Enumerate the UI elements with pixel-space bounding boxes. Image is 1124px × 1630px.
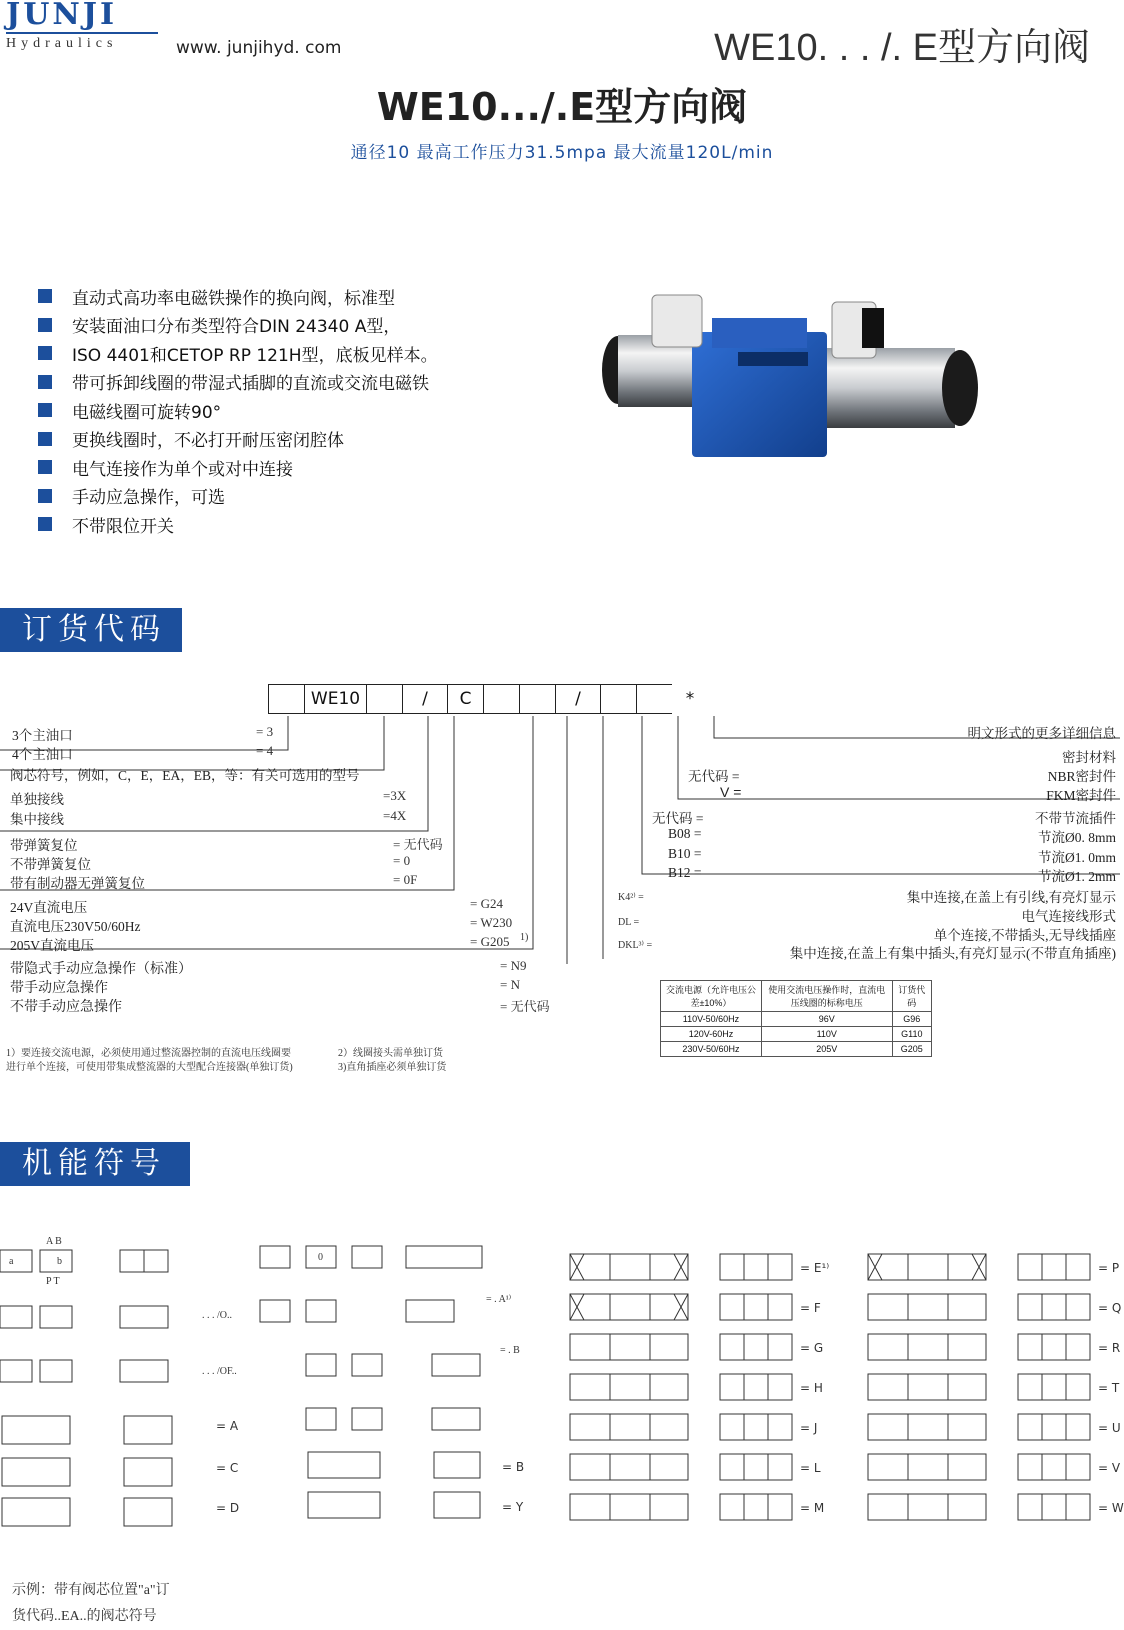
example-line: 示例：带有阀芯位置"a"订	[12, 1583, 170, 1598]
seal-nbr: NBR密封件	[1047, 769, 1116, 784]
bullet-square-icon	[38, 289, 52, 303]
table-cell: G96	[892, 1012, 931, 1027]
opt-spool-symbol: 阀芯符号，例如，C，E，EA，EB，等：有关可选用的型号	[10, 768, 360, 783]
list-item: 电磁线圈可旋转90°	[38, 396, 438, 425]
opt-spring-return-code: = 无代码	[393, 837, 443, 852]
seal-none-code: 无代码 =	[688, 769, 740, 784]
opt-spring-return: 带弹簧复位	[10, 838, 78, 853]
opt-205v-dc-code: = G205	[470, 934, 510, 949]
symbol-suffix-a: = . A¹⁾	[486, 1294, 512, 1305]
bullet-square-icon	[38, 517, 52, 531]
symbol-label-j: = J	[800, 1421, 818, 1435]
bullet-square-icon	[38, 318, 52, 332]
code-cell	[636, 684, 672, 714]
opt-single-wiring: 单独接线	[10, 792, 64, 807]
symbol-label-w: = W	[1098, 1501, 1124, 1515]
opt-no-manual-code: = 无代码	[500, 999, 550, 1014]
section-title-symbols: 机能符号	[0, 1142, 190, 1186]
dl-desc: 单个连接,不带插头,无导线插座	[933, 928, 1116, 943]
port-b-label: b	[57, 1256, 62, 1267]
list-item: 电气连接作为单个或对中连接	[38, 453, 438, 482]
order-code-boxes	[268, 684, 708, 716]
opt-manual-code: = N	[500, 977, 520, 992]
electrical-connection-title: 电气连接线形式	[1021, 909, 1116, 924]
opt-central-wiring: 集中接线	[10, 812, 64, 827]
footnote-1a: 1）要连接交流电源，必须使用通过整流器控制的直流电压线圈要	[6, 1048, 291, 1059]
website-link[interactable]: www. junjihyd. com	[176, 38, 342, 58]
throttle-b12-code: B12 =	[668, 865, 702, 880]
symbol-label-c: = C	[216, 1461, 239, 1475]
symbol-label-v: = V	[1098, 1461, 1121, 1475]
bullet-square-icon	[38, 460, 52, 474]
opt-3port-code: = 3	[256, 724, 274, 739]
header-title: WE10. . . /. E型方向阀	[714, 27, 1090, 69]
bullet-square-icon	[38, 375, 52, 389]
section-title-ordering: 订货代码	[0, 608, 182, 652]
opt-detent: 带有制动器无弹簧复位	[10, 876, 145, 891]
seal-material-title: 密封材料	[1062, 750, 1116, 765]
footnote-3: 3)直角插座必须单独订货	[338, 1062, 447, 1073]
dkl-desc: 集中连接,在盖上有集中插头,有亮灯显示(不带直角插座)	[789, 946, 1116, 961]
symbol-label-r: = R	[1098, 1341, 1121, 1355]
bullet-square-icon	[38, 432, 52, 446]
throttle-none-code: 无代码 =	[652, 811, 704, 826]
company-logo	[6, 0, 166, 52]
table-row	[661, 1042, 932, 1057]
symbol-label-g: = G	[800, 1341, 824, 1355]
list-item: 不带限位开关	[38, 510, 438, 539]
symbol-label-p: = P	[1098, 1261, 1120, 1275]
dl-code: DL =	[618, 917, 640, 928]
code-cell	[483, 684, 519, 714]
seal-fkm: FKM密封件	[1046, 788, 1116, 803]
code-cell: *	[685, 689, 695, 709]
opt-no-spring-return: 不带弹簧复位	[10, 857, 91, 872]
seal-v-code: V =	[720, 784, 742, 800]
opt-230v: 直流电压230V50/60Hz	[10, 919, 141, 934]
hydraulic-symbols-diagram	[0, 1230, 1124, 1550]
symbol-label-m: = M	[800, 1501, 825, 1515]
table-header-row	[661, 981, 932, 1012]
symbol-label-y: = Y	[502, 1500, 524, 1514]
opt-no-manual-override: 不带手动应急操作	[10, 998, 122, 1014]
example-caption	[12, 1578, 170, 1630]
throttle-b10-code: B10 =	[668, 846, 702, 861]
table-cell: 205V	[761, 1042, 892, 1057]
throttle-b10: 节流Ø1. 0mm	[1037, 850, 1116, 865]
symbol-label-b: = B	[502, 1460, 525, 1474]
list-item: 带可拆卸线圈的带湿式插脚的直流或交流电磁铁	[38, 368, 438, 397]
throttle-b08: 节流Ø0. 8mm	[1037, 830, 1116, 845]
page-subtitle: 通径10 最高工作压力31.5mpa 最大流量120L/min	[350, 143, 774, 163]
symbol-suffix-b: = . B	[500, 1345, 520, 1356]
opt-no-spring-return-code: = 0	[393, 853, 411, 868]
table-row	[661, 1027, 932, 1042]
code-cell: WE10	[304, 684, 366, 714]
opt-24v-dc-code: = G24	[470, 896, 503, 911]
symbol-label-u: = U	[1098, 1421, 1121, 1435]
opt-3port: 3个主油口	[12, 728, 73, 743]
page-title: WE10.../.E型方向阀	[376, 85, 748, 129]
table-header: 使用交流电压操作时，直流电压线圈的标称电压	[761, 981, 892, 1012]
opt-detent-code: = 0F	[393, 872, 418, 887]
opt-230v-code: = W230	[470, 915, 513, 930]
voltage-table	[660, 980, 932, 1057]
feature-list	[38, 282, 438, 539]
symbol-label-q: = Q	[1098, 1301, 1122, 1315]
valve-product-image	[600, 290, 1010, 475]
list-item: 更换线圈时，不必打开耐压密闭腔体	[38, 425, 438, 454]
opt-hidden-manual-code: = N9	[500, 958, 527, 973]
footnote-marker: 1)	[520, 932, 529, 943]
bullet-square-icon	[38, 489, 52, 503]
example-line: 货代码..EA..的阀芯符号	[12, 1609, 157, 1624]
opt-4port-code: = 4	[256, 743, 274, 758]
code-cell	[366, 684, 402, 714]
k4-desc: 集中连接,在盖上有引线,有亮灯显示	[906, 890, 1116, 905]
port-pt-label: P T	[46, 1276, 60, 1287]
opt-manual-override: 带手动应急操作	[10, 979, 108, 995]
opt-24v-dc: 24V直流电压	[10, 900, 88, 915]
k4-code: K4²⁾ =	[618, 892, 644, 903]
table-cell: G205	[892, 1042, 931, 1057]
dkl-code: DKL³⁾ =	[618, 940, 653, 951]
code-cell	[600, 684, 636, 714]
symbol-label-t: = T	[1098, 1381, 1120, 1395]
footnote-2: 2）线圈接头需单独订货	[338, 1048, 443, 1059]
throttle-none: 不带节流插件	[1035, 811, 1116, 826]
list-item: 直动式高功率电磁铁操作的换向阀，标准型	[38, 282, 438, 311]
bullet-square-icon	[38, 403, 52, 417]
logo-rule	[6, 32, 158, 34]
bullet-square-icon	[38, 346, 52, 360]
opt-205v-dc: 205V直流电压	[10, 938, 94, 953]
symbol-label-a: = A	[216, 1419, 239, 1433]
table-header: 交流电源（允许电压公差±10%）	[661, 981, 762, 1012]
symbol-label-d: = D	[216, 1501, 240, 1515]
port-ab-label: A B	[46, 1236, 62, 1247]
table-cell: 110V-50/60Hz	[661, 1012, 762, 1027]
code-cell	[519, 684, 555, 714]
throttle-b12: 节流Ø1. 2mm	[1037, 869, 1116, 884]
list-item: ISO 4401和CETOP RP 121H型，底板见样本。	[38, 339, 438, 368]
code-cell: C	[447, 684, 483, 714]
table-header: 订货代码	[892, 981, 931, 1012]
port-a-label: a	[9, 1256, 14, 1267]
table-cell: G110	[892, 1027, 931, 1042]
footnote-1b: 进行单个连接，可使用带集成整流器的大型配合连接器(单独订货)	[6, 1062, 293, 1073]
symbol-label-e: = E¹⁾	[800, 1261, 830, 1275]
symbol-label-h: = H	[800, 1381, 823, 1395]
table-cell: 110V	[761, 1027, 892, 1042]
list-item: 安装面油口分布类型符合DIN 24340 A型，	[38, 311, 438, 340]
logo-subtext: Hydraulics	[6, 36, 118, 51]
list-item: 手动应急操作，可选	[38, 482, 438, 511]
opt-central-wiring-code: =4X	[383, 808, 407, 823]
throttle-b08-code: B08 =	[668, 826, 702, 841]
code-cell	[268, 684, 304, 714]
symbol-suffix-of: . . . /OF..	[202, 1366, 237, 1377]
more-info-label: 明文形式的更多详细信息	[967, 726, 1116, 741]
table-cell: 230V-50/60Hz	[661, 1042, 762, 1057]
port-0-label: 0	[318, 1252, 323, 1263]
opt-hidden-manual-override: 带隐式手动应急操作（标准）	[10, 960, 192, 976]
table-cell: 120V-60Hz	[661, 1027, 762, 1042]
code-cell: /	[555, 684, 600, 714]
symbol-label-l: = L	[800, 1461, 821, 1475]
opt-4port: 4个主油口	[12, 747, 73, 762]
symbol-label-f: = F	[800, 1301, 821, 1315]
code-cell: /	[402, 684, 447, 714]
logo-text: JUNJI	[6, 0, 118, 32]
table-row	[661, 1012, 932, 1027]
opt-single-wiring-code: =3X	[383, 788, 407, 803]
symbol-suffix-o: . . . /O..	[202, 1310, 232, 1321]
table-cell: 96V	[761, 1012, 892, 1027]
